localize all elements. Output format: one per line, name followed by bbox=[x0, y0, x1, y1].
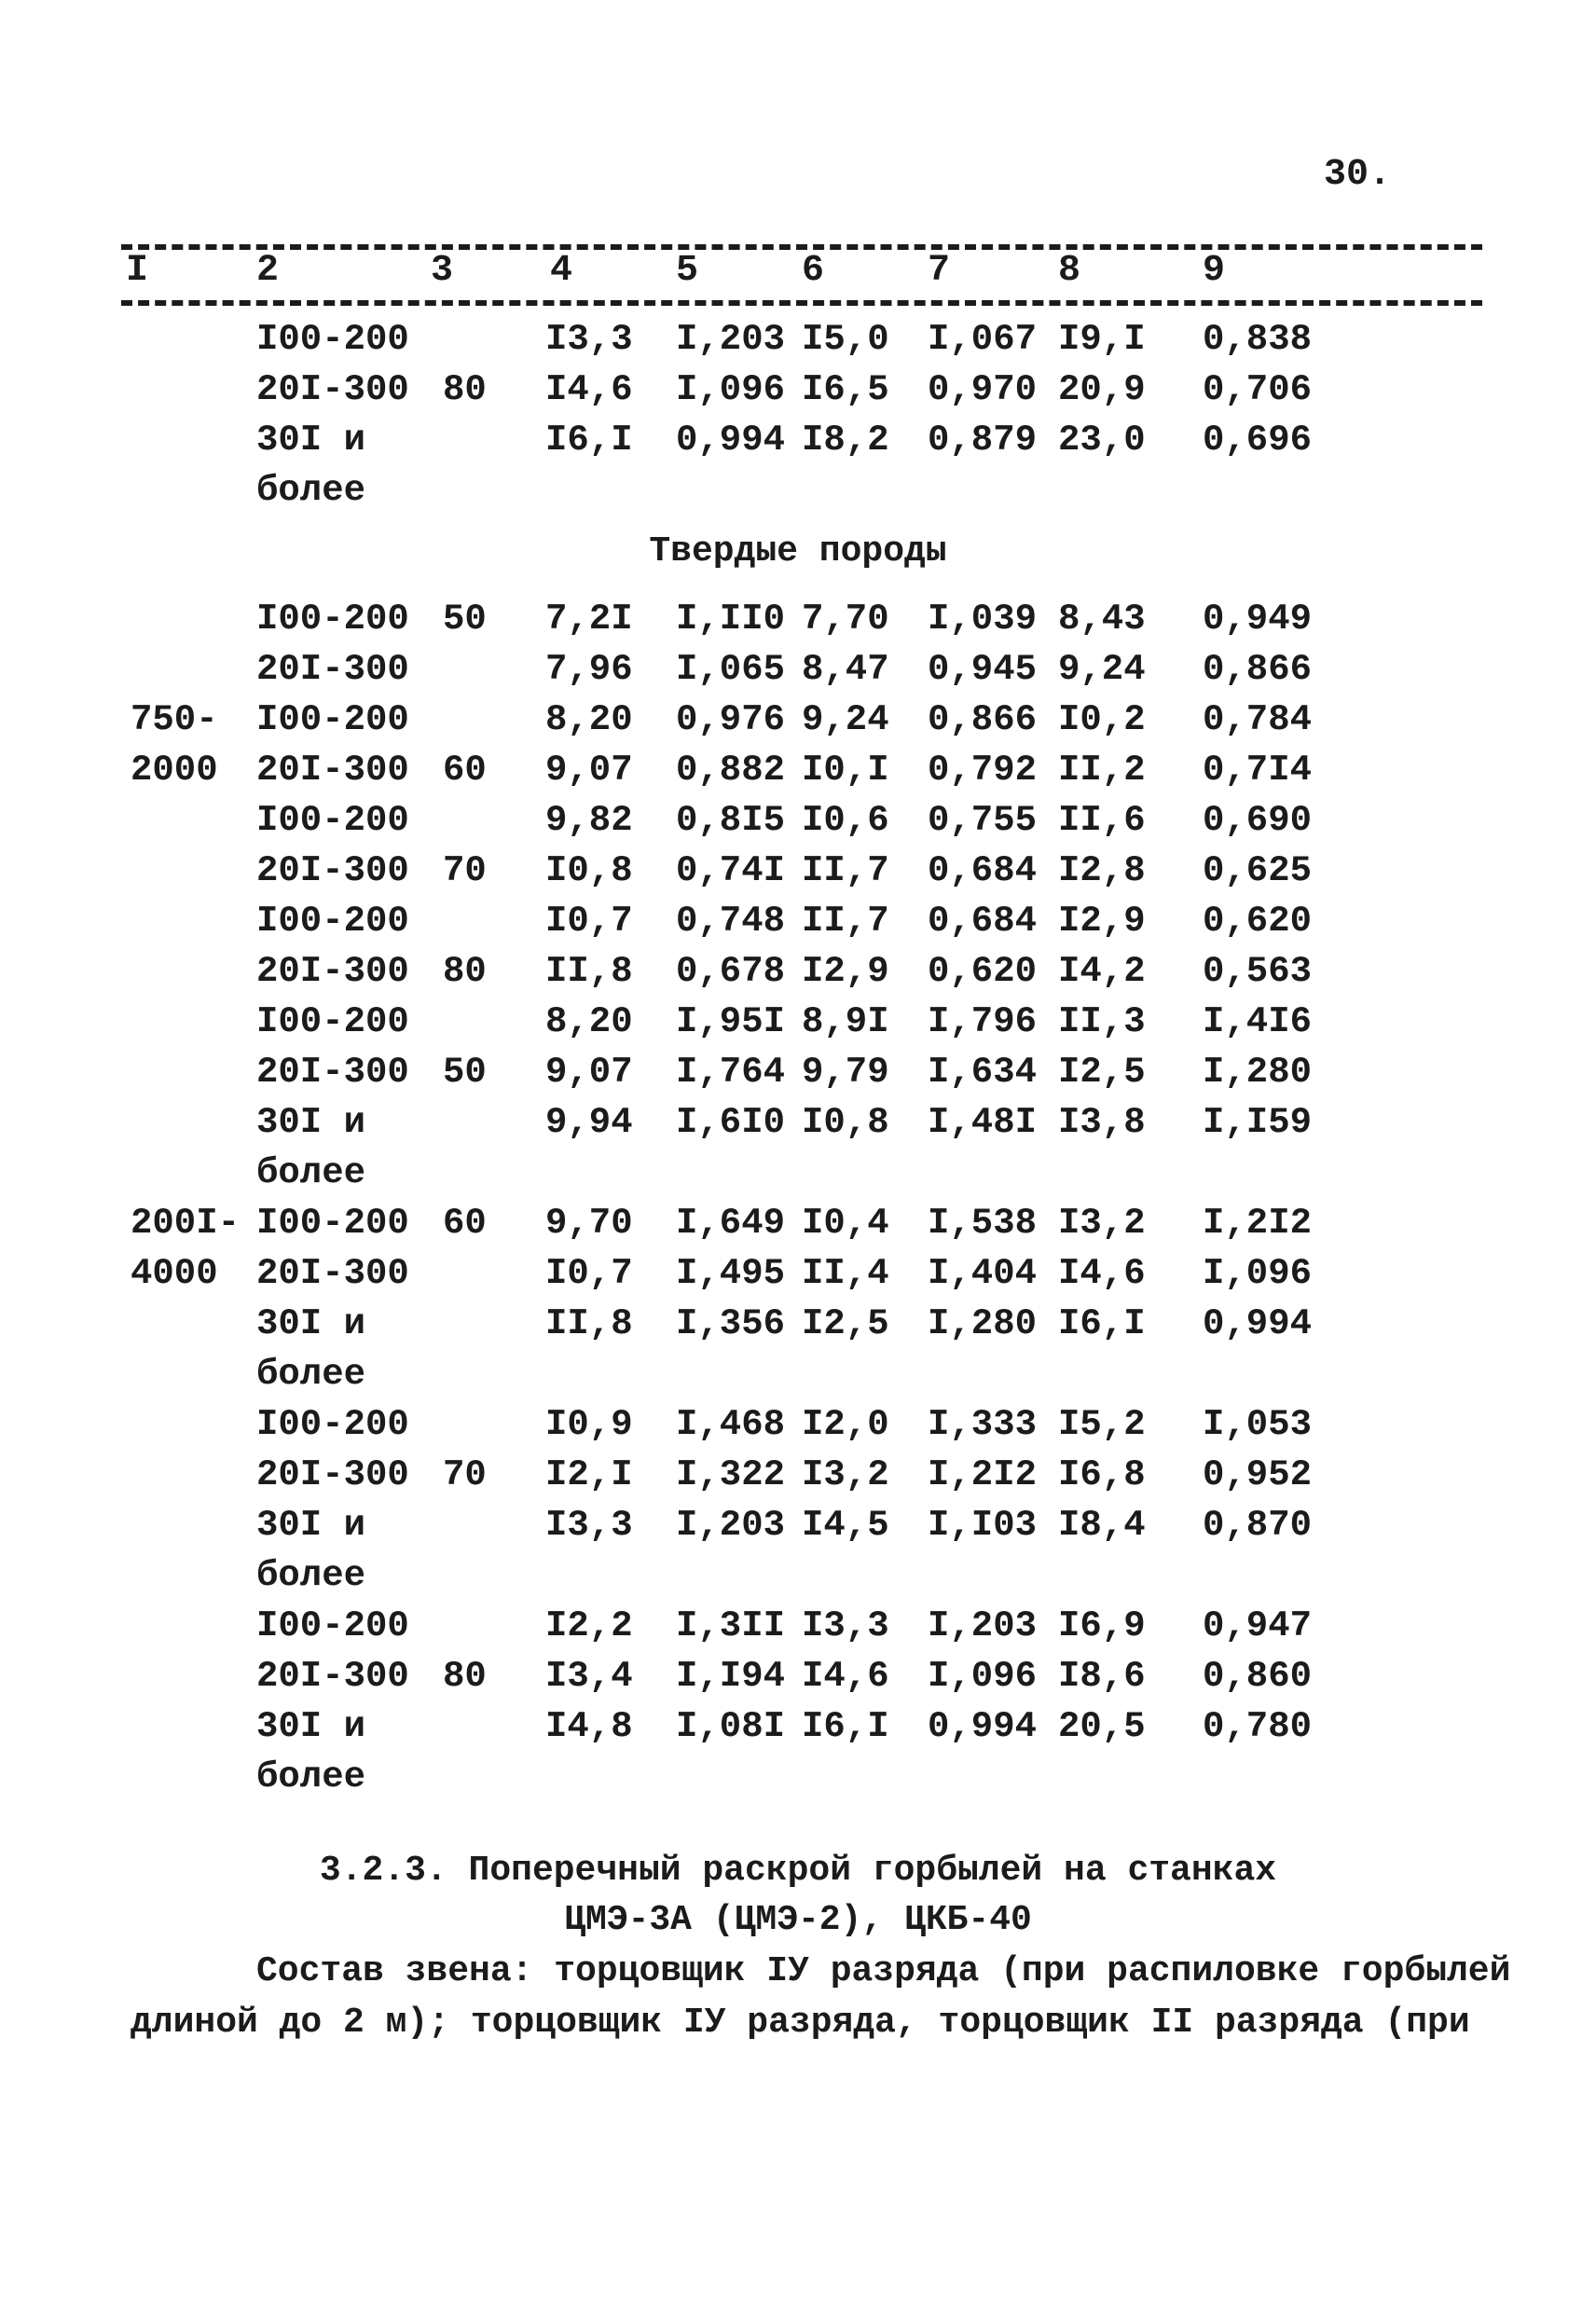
table-cell-col-4: I4,8 bbox=[545, 1706, 633, 1747]
table-row bbox=[0, 1102, 1596, 1152]
table-cell-col-2: I00-200 bbox=[256, 319, 409, 360]
table-cell-col-2: 20I-300 bbox=[256, 850, 409, 891]
table-cell-col-9: 0,7I4 bbox=[1203, 750, 1313, 791]
table-cell-col-7: I,404 bbox=[928, 1253, 1038, 1294]
table-cell-col-8: II,6 bbox=[1058, 800, 1146, 841]
section-heading-line2: ЦМЭ-3А (ЦМЭ-2), ЦКБ-40 bbox=[564, 1900, 1032, 1940]
table-row bbox=[0, 319, 1596, 369]
table-cell-col-7: 0,684 bbox=[928, 850, 1038, 891]
table-cell-col-2: 30I и bbox=[256, 1505, 366, 1546]
table-cell-col-5: 0,8I5 bbox=[676, 800, 786, 841]
table-cell-col-3: 60 bbox=[443, 750, 487, 791]
table-cell-col-7: I,538 bbox=[928, 1203, 1038, 1244]
table-cell-col-4: I0,8 bbox=[545, 850, 633, 891]
table-cell-col-2: 20I-300 bbox=[256, 1656, 409, 1697]
table-cell-col-9: 0,690 bbox=[1203, 800, 1313, 841]
table-cell-col-9: 0,949 bbox=[1203, 599, 1313, 640]
table-row bbox=[0, 1152, 1596, 1203]
table-cell-col-7: I,333 bbox=[928, 1404, 1038, 1445]
table-cell-col-8: 20,5 bbox=[1058, 1706, 1146, 1747]
table-cell-col-2: 30I и bbox=[256, 1303, 366, 1344]
table-cell-col-9: I,053 bbox=[1203, 1404, 1313, 1445]
table-cell-col-3: 50 bbox=[443, 599, 487, 640]
table-cell-col-6: I2,0 bbox=[802, 1404, 889, 1445]
table-cell-col-1: 2000 bbox=[131, 750, 218, 791]
table-cell-col-5: I,065 bbox=[676, 649, 786, 690]
table-cell-col-5: 0,976 bbox=[676, 699, 786, 740]
table-cell-col-7: 0,945 bbox=[928, 649, 1038, 690]
table-cell-col-2: I00-200 bbox=[256, 901, 409, 942]
table-cell-col-3: 80 bbox=[443, 1656, 487, 1697]
header-col-7: 7 bbox=[928, 250, 951, 292]
table-row bbox=[0, 1706, 1596, 1756]
table-cell-col-9: 0,860 bbox=[1203, 1656, 1313, 1697]
table-row bbox=[0, 1001, 1596, 1052]
table-cell-col-9: 0,620 bbox=[1203, 901, 1313, 942]
table-cell-col-8: II,3 bbox=[1058, 1001, 1146, 1042]
table-row bbox=[0, 1354, 1596, 1404]
table-row bbox=[0, 951, 1596, 1001]
table-cell-col-8: I0,2 bbox=[1058, 699, 1146, 740]
table-cell-col-4: 7,2I bbox=[545, 599, 633, 640]
table-cell-col-5: 0,994 bbox=[676, 420, 786, 461]
table-cell-col-6: I2,9 bbox=[802, 951, 889, 992]
table-cell-col-4: I3,4 bbox=[545, 1656, 633, 1697]
table-cell-col-9: 0,780 bbox=[1203, 1706, 1313, 1747]
header-col-4: 4 bbox=[550, 250, 573, 292]
table-cell-col-1: 200I- bbox=[131, 1203, 241, 1244]
table-cell-col-2: более bbox=[256, 1152, 366, 1193]
table-cell-col-9: 0,947 bbox=[1203, 1605, 1313, 1646]
table-cell-col-8: I6,I bbox=[1058, 1303, 1146, 1344]
table-cell-col-2: I00-200 bbox=[256, 599, 409, 640]
table-cell-col-2: более bbox=[256, 1555, 366, 1596]
table-cell-col-7: I,796 bbox=[928, 1001, 1038, 1042]
table-cell-col-2: более bbox=[256, 470, 366, 511]
table-cell-col-4: I0,7 bbox=[545, 1253, 633, 1294]
table-row bbox=[0, 1203, 1596, 1253]
table-cell-col-9: 0,952 bbox=[1203, 1454, 1313, 1495]
table-row bbox=[0, 1505, 1596, 1555]
table-cell-col-2: 30I и bbox=[256, 420, 366, 461]
table-cell-col-7: 0,994 bbox=[928, 1706, 1038, 1747]
table-cell-col-7: I,203 bbox=[928, 1605, 1038, 1646]
table-cell-col-6: I2,5 bbox=[802, 1303, 889, 1344]
table-row bbox=[0, 699, 1596, 750]
table-cell-col-6: 8,9I bbox=[802, 1001, 889, 1042]
table-cell-col-2: 30I и bbox=[256, 1102, 366, 1143]
table-cell-col-7: 0,879 bbox=[928, 420, 1038, 461]
table-cell-col-5: I,468 bbox=[676, 1404, 786, 1445]
table-cell-col-8: I6,9 bbox=[1058, 1605, 1146, 1646]
page-number: 30. bbox=[1324, 154, 1392, 196]
table-cell-col-8: 9,24 bbox=[1058, 649, 1146, 690]
table-cell-col-9: I,2I2 bbox=[1203, 1203, 1313, 1244]
table-cell-col-7: I,096 bbox=[928, 1656, 1038, 1697]
table-cell-col-6: I3,3 bbox=[802, 1605, 889, 1646]
header-rule-bottom bbox=[121, 300, 1482, 306]
table-cell-col-9: 0,706 bbox=[1203, 369, 1313, 410]
table-cell-col-5: I,649 bbox=[676, 1203, 786, 1244]
table-cell-col-5: I,08I bbox=[676, 1706, 786, 1747]
table-cell-col-5: I,95I bbox=[676, 1001, 786, 1042]
table-cell-col-3: 70 bbox=[443, 850, 487, 891]
table-cell-col-1: 750- bbox=[131, 699, 218, 740]
table-cell-col-2: I00-200 bbox=[256, 1605, 409, 1646]
table-cell-col-6: I3,2 bbox=[802, 1454, 889, 1495]
table-row bbox=[0, 901, 1596, 951]
table-cell-col-4: I3,3 bbox=[545, 1505, 633, 1546]
table-cell-col-4: 9,70 bbox=[545, 1203, 633, 1244]
table-cell-col-4: II,8 bbox=[545, 951, 633, 992]
table-cell-col-2: 30I и bbox=[256, 1706, 366, 1747]
table-cell-col-6: I0,8 bbox=[802, 1102, 889, 1143]
table-row bbox=[0, 470, 1596, 520]
section-heading-line1: 3.2.3. Поперечный раскрой горбылей на станках bbox=[319, 1851, 1277, 1891]
table-cell-col-2: I00-200 bbox=[256, 800, 409, 841]
table-cell-col-7: 0,792 bbox=[928, 750, 1038, 791]
table-cell-col-3: 80 bbox=[443, 951, 487, 992]
table-cell-col-2: 20I-300 bbox=[256, 1253, 409, 1294]
table-cell-col-2: 20I-300 bbox=[256, 951, 409, 992]
table-cell-col-9: 0,866 bbox=[1203, 649, 1313, 690]
table-row bbox=[0, 1303, 1596, 1354]
table-row bbox=[0, 1253, 1596, 1303]
table-cell-col-5: I,II0 bbox=[676, 599, 786, 640]
table-cell-col-2: 20I-300 bbox=[256, 750, 409, 791]
table-cell-col-7: 0,684 bbox=[928, 901, 1038, 942]
table-cell-col-4: I4,6 bbox=[545, 369, 633, 410]
table-cell-col-3: 60 bbox=[443, 1203, 487, 1244]
table-cell-col-8: I8,6 bbox=[1058, 1656, 1146, 1697]
header-col-1: I bbox=[126, 250, 149, 292]
table-cell-col-9: 0,870 bbox=[1203, 1505, 1313, 1546]
table-cell-col-4: I0,7 bbox=[545, 901, 633, 942]
table-cell-col-9: 0,625 bbox=[1203, 850, 1313, 891]
header-col-3: 3 bbox=[431, 250, 454, 292]
table-row bbox=[0, 1656, 1596, 1706]
table-cell-col-7: 0,866 bbox=[928, 699, 1038, 740]
header-col-9: 9 bbox=[1203, 250, 1226, 292]
table-cell-col-6: II,7 bbox=[802, 850, 889, 891]
table-cell-col-5: 0,748 bbox=[676, 901, 786, 942]
table-cell-col-6: I0,I bbox=[802, 750, 889, 791]
table-row bbox=[0, 1605, 1596, 1656]
table-cell-col-2: I00-200 bbox=[256, 1001, 409, 1042]
table-cell-col-8: I3,2 bbox=[1058, 1203, 1146, 1244]
table-cell-col-7: I,2I2 bbox=[928, 1454, 1038, 1495]
header-col-8: 8 bbox=[1058, 250, 1081, 292]
table-cell-col-4: 9,07 bbox=[545, 1052, 633, 1093]
table-cell-col-9: I,280 bbox=[1203, 1052, 1313, 1093]
table-cell-col-8: II,2 bbox=[1058, 750, 1146, 791]
table-cell-col-4: 7,96 bbox=[545, 649, 633, 690]
table-cell-col-8: 20,9 bbox=[1058, 369, 1146, 410]
table-cell-col-6: 9,24 bbox=[802, 699, 889, 740]
table-cell-col-9: I,096 bbox=[1203, 1253, 1313, 1294]
table-cell-col-5: 0,882 bbox=[676, 750, 786, 791]
table-cell-col-7: 0,970 bbox=[928, 369, 1038, 410]
table-cell-col-9: I,4I6 bbox=[1203, 1001, 1313, 1042]
table-cell-col-2: I00-200 bbox=[256, 699, 409, 740]
table-cell-col-7: I,634 bbox=[928, 1052, 1038, 1093]
table-cell-col-5: I,203 bbox=[676, 319, 786, 360]
table-cell-col-2: I00-200 bbox=[256, 1404, 409, 1445]
table-cell-col-6: 7,70 bbox=[802, 599, 889, 640]
table-cell-col-8: I4,2 bbox=[1058, 951, 1146, 992]
table-row bbox=[0, 1404, 1596, 1454]
table-row bbox=[0, 649, 1596, 699]
table-cell-col-9: I,I59 bbox=[1203, 1102, 1313, 1143]
table-cell-col-9: 0,563 bbox=[1203, 951, 1313, 992]
table-cell-col-2: более bbox=[256, 1354, 366, 1395]
table-cell-col-7: I,280 bbox=[928, 1303, 1038, 1344]
table-row bbox=[0, 369, 1596, 420]
table-cell-col-9: 0,838 bbox=[1203, 319, 1313, 360]
table-cell-col-7: 0,620 bbox=[928, 951, 1038, 992]
table-cell-col-4: I2,2 bbox=[545, 1605, 633, 1646]
table-cell-col-6: I0,6 bbox=[802, 800, 889, 841]
table-cell-col-8: I3,8 bbox=[1058, 1102, 1146, 1143]
table-cell-col-6: I0,4 bbox=[802, 1203, 889, 1244]
table-cell-col-2: 20I-300 bbox=[256, 369, 409, 410]
table-cell-col-2: 20I-300 bbox=[256, 1052, 409, 1093]
table-cell-col-7: I,067 bbox=[928, 319, 1038, 360]
table-cell-col-6: I6,5 bbox=[802, 369, 889, 410]
table-cell-col-6: I4,6 bbox=[802, 1656, 889, 1697]
table-cell-col-5: I,495 bbox=[676, 1253, 786, 1294]
table-cell-col-4: 8,20 bbox=[545, 699, 633, 740]
table-row bbox=[0, 800, 1596, 850]
table-cell-col-7: I,48I bbox=[928, 1102, 1038, 1143]
table-cell-col-8: I6,8 bbox=[1058, 1454, 1146, 1495]
table-cell-col-6: 9,79 bbox=[802, 1052, 889, 1093]
table-cell-col-8: I2,8 bbox=[1058, 850, 1146, 891]
table-cell-col-2: более bbox=[256, 1756, 366, 1797]
table-cell-col-4: 9,94 bbox=[545, 1102, 633, 1143]
table-cell-col-6: II,7 bbox=[802, 901, 889, 942]
table-cell-col-4: 8,20 bbox=[545, 1001, 633, 1042]
table-cell-col-5: 0,678 bbox=[676, 951, 786, 992]
table-row bbox=[0, 1052, 1596, 1102]
table-cell-col-8: I2,5 bbox=[1058, 1052, 1146, 1093]
table-cell-col-6: II,4 bbox=[802, 1253, 889, 1294]
table-cell-col-4: I6,I bbox=[545, 420, 633, 461]
table-cell-col-6: I8,2 bbox=[802, 420, 889, 461]
table-cell-col-6: 8,47 bbox=[802, 649, 889, 690]
table-row bbox=[0, 1555, 1596, 1605]
header-col-5: 5 bbox=[676, 250, 699, 292]
table-row bbox=[0, 1454, 1596, 1505]
table-cell-col-3: 80 bbox=[443, 369, 487, 410]
section-title: Твердые породы bbox=[649, 531, 947, 571]
table-cell-col-4: 9,07 bbox=[545, 750, 633, 791]
table-cell-col-9: 0,784 bbox=[1203, 699, 1313, 740]
table-cell-col-1: 4000 bbox=[131, 1253, 218, 1294]
table-cell-col-5: I,6I0 bbox=[676, 1102, 786, 1143]
table-cell-col-8: I5,2 bbox=[1058, 1404, 1146, 1445]
table-cell-col-5: 0,74I bbox=[676, 850, 786, 891]
table-row bbox=[0, 1756, 1596, 1807]
paragraph-line2: длиной до 2 м); торцовщик IУ разряда, торцовщик II разряда (при bbox=[131, 2003, 1470, 2043]
table-cell-col-8: I2,9 bbox=[1058, 901, 1146, 942]
table-cell-col-6: I6,I bbox=[802, 1706, 889, 1747]
table-row bbox=[0, 599, 1596, 649]
header-col-2: 2 bbox=[256, 250, 280, 292]
table-cell-col-7: I,I03 bbox=[928, 1505, 1038, 1546]
table-cell-col-5: I,356 bbox=[676, 1303, 786, 1344]
table-row bbox=[0, 420, 1596, 470]
table-cell-col-9: 0,994 bbox=[1203, 1303, 1313, 1344]
table-cell-col-4: I2,I bbox=[545, 1454, 633, 1495]
table-row bbox=[0, 750, 1596, 800]
table-cell-col-8: 23,0 bbox=[1058, 420, 1146, 461]
table-cell-col-4: II,8 bbox=[545, 1303, 633, 1344]
table-cell-col-5: I,096 bbox=[676, 369, 786, 410]
table-cell-col-5: I,322 bbox=[676, 1454, 786, 1495]
table-cell-col-8: I4,6 bbox=[1058, 1253, 1146, 1294]
table-cell-col-4: 9,82 bbox=[545, 800, 633, 841]
table-cell-col-4: I0,9 bbox=[545, 1404, 633, 1445]
table-cell-col-6: I5,0 bbox=[802, 319, 889, 360]
table-cell-col-3: 50 bbox=[443, 1052, 487, 1093]
header-col-6: 6 bbox=[802, 250, 825, 292]
table-cell-col-5: I,I94 bbox=[676, 1656, 786, 1697]
table-cell-col-5: I,764 bbox=[676, 1052, 786, 1093]
table-cell-col-4: I3,3 bbox=[545, 319, 633, 360]
table-cell-col-7: I,039 bbox=[928, 599, 1038, 640]
paragraph-line1: Состав звена: торцовщик IУ разряда (при распиловке горбылей bbox=[256, 1951, 1511, 1991]
table-cell-col-2: 20I-300 bbox=[256, 649, 409, 690]
table-cell-col-8: 8,43 bbox=[1058, 599, 1146, 640]
table-cell-col-2: 20I-300 bbox=[256, 1454, 409, 1495]
table-cell-col-5: I,3II bbox=[676, 1605, 786, 1646]
table-cell-col-8: I9,I bbox=[1058, 319, 1146, 360]
table-cell-col-5: I,203 bbox=[676, 1505, 786, 1546]
table-cell-col-3: 70 bbox=[443, 1454, 487, 1495]
table-cell-col-7: 0,755 bbox=[928, 800, 1038, 841]
table-cell-col-6: I4,5 bbox=[802, 1505, 889, 1546]
table-cell-col-2: I00-200 bbox=[256, 1203, 409, 1244]
table-row bbox=[0, 850, 1596, 901]
table-cell-col-9: 0,696 bbox=[1203, 420, 1313, 461]
table-cell-col-8: I8,4 bbox=[1058, 1505, 1146, 1546]
